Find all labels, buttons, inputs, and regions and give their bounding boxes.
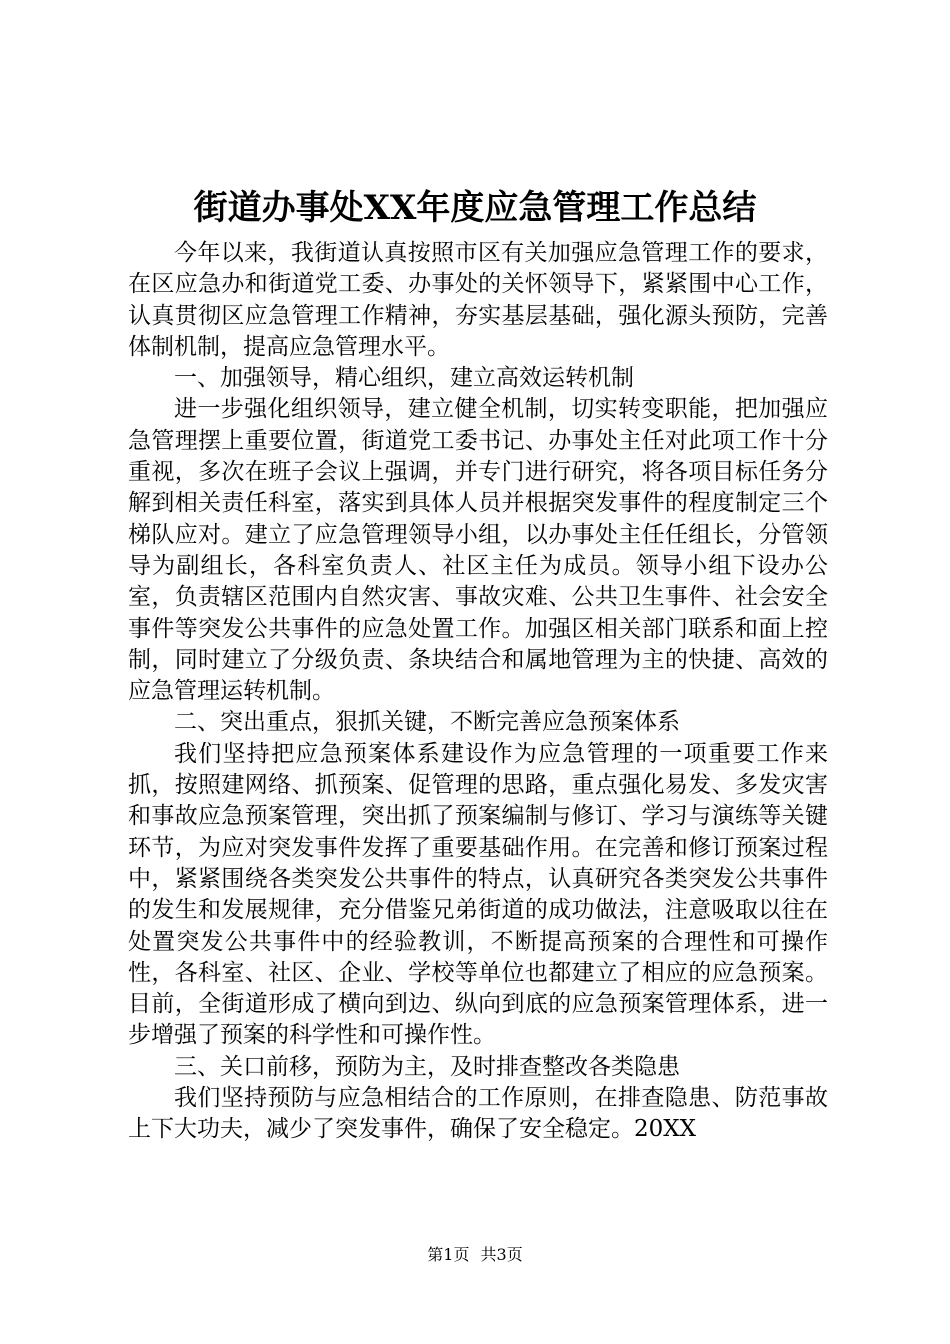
section-heading-2: 二、突出重点，狠抓关键，不断完善应急预案体系 [174,709,680,736]
section-heading-3: 三、关口前移，预防为主，及时排查整改各类隐患 [174,1053,680,1080]
page-number-current: 第1页 [427,1245,470,1264]
document-title: 街道办事处XX年度应急管理工作总结 [193,188,757,228]
section-paragraph-2: 我们坚持把应急预案体系建设作为应急管理的一项重要工作来抓，按照建网络、抓预案、促管理的思路，重点强化易发、多发灾害和事故应急预案管理，突出抓了预案编制与修订、学习与演练等关键环节，为应对突发事件发挥了重要基础作用。在完善和修订预案过程中，紧紧围绕各类突发公共事件的特点，认真研究各类突发公共事件的发生和发展规律，充分借鉴兄弟街道的成功做法，注意吸取以往在处置突发公共事件中的经验教训，不断提高预案的合理性和可操作性，各科室、社区、企业、学校等单位也都建立了相应的应急预案。目前，全街道形成了横向到边、纵向到底的应急预案管理体系，进一步增强了预案的科学性和可操作性。 [128,740,828,1049]
section-heading-1: 一、加强领导，精心组织，建立高效运转机制 [174,365,634,392]
page-number-total: 共3页 [480,1245,523,1264]
document-body [128,238,828,1146]
page-footer [0,1244,950,1266]
section-paragraph-3: 我们坚持预防与应急相结合的工作原则，在排查隐患、防范事故上下大功夫，减少了突发事件，确保了安全稳定。20XX [128,1085,828,1143]
section-paragraph-1: 进一步强化组织领导，建立健全机制，切实转变职能，把加强应急管理摆上重要位置，街道党工委书记、办事处主任对此项工作十分重视，多次在班子会议上强调，并专门进行研究，将各项目标任务分解到相关责任科室，落实到具体人员并根据突发事件的程度制定三个梯队应对。建立了应急管理领导小组，以办事处主任任组长，分管领导为副组长，各科室负责人、社区主任为成员。领导小组下设办公室，负责辖区范围内自然灾害、事故灾难、公共卫生事件、社会安全事件等突发公共事件的应急处置工作。加强区相关部门联系和面上控制，同时建立了分级负责、条块结合和属地管理为主的快捷、高效的应急管理运转机制。 [128,396,828,705]
intro-paragraph: 今年以来，我街道认真按照市区有关加强应急管理工作的要求，在区应急办和街道党工委、办事处的关怀领导下，紧紧围中心工作，认真贯彻区应急管理工作精神，夯实基层基础，强化源头预防，完善体制机制，提高应急管理水平。 [128,240,828,360]
